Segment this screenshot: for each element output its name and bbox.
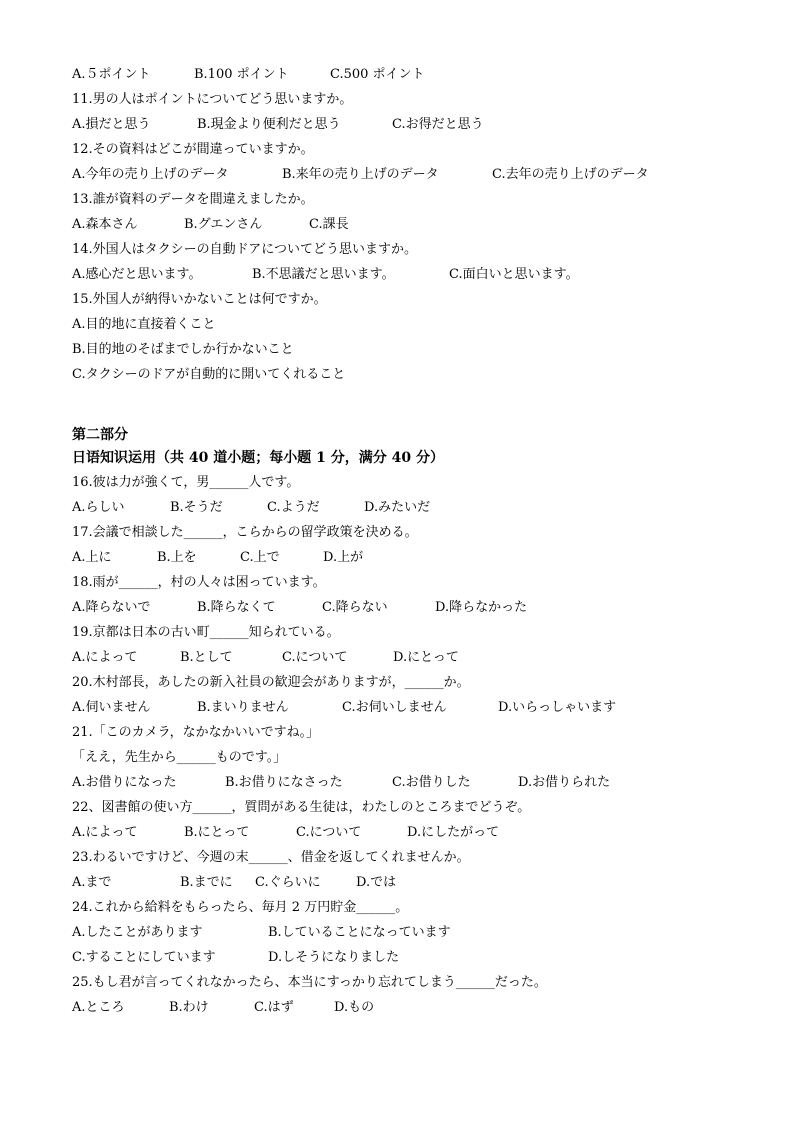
- answer-option: C.課長: [309, 217, 349, 232]
- answer-option: C.面白いと思います。: [449, 267, 579, 282]
- answer-option: D.にしたがって: [407, 825, 500, 840]
- answer-options: [72, 995, 732, 1020]
- answer-option: A.まで: [72, 875, 112, 890]
- answer-option: A.伺いません: [72, 700, 151, 715]
- answer-option: A.によって: [72, 825, 138, 840]
- answer-options: [72, 545, 732, 570]
- grammar-questions: [72, 470, 732, 1020]
- answer-option: B.そうだ: [170, 500, 223, 515]
- answer-option: A.上に: [72, 550, 112, 565]
- answer-option: B.まいりません: [197, 700, 289, 715]
- answer-option: A.５ポイント: [72, 67, 151, 82]
- answer-options: [72, 112, 732, 137]
- answer-options: [72, 770, 732, 795]
- answer-option: B.にとって: [184, 825, 250, 840]
- section-title: 第二部分: [72, 427, 128, 443]
- answer-option: C.500 ポイント: [330, 67, 425, 82]
- answer-options: [72, 920, 732, 945]
- answer-option: D.しそうになりました: [268, 950, 400, 965]
- answer-options: [72, 212, 732, 237]
- question-text: 11.男の人はポイントについてどう思いますか。: [72, 92, 353, 107]
- listening-questions: [72, 62, 732, 387]
- section-subtitle: 日语知识运用（共 40 道小题；每小题 1 分，满分 40 分）: [72, 450, 444, 466]
- answer-option: B.までに: [180, 875, 233, 890]
- answer-option: A.ところ: [72, 1000, 125, 1015]
- answer-options: [72, 945, 732, 970]
- answer-option: B.来年の売り上げのデータ: [282, 167, 439, 182]
- answer-option: A.したことがあります: [72, 925, 203, 940]
- answer-option: D.上が: [323, 550, 364, 565]
- answer-option: A.お借りになった: [72, 775, 177, 790]
- question-text: 23.わるいですけど、今週の末______、借金を返してくれませんか。: [72, 850, 470, 865]
- answer-option: D.降らなかった: [435, 600, 528, 615]
- answer-option: A.今年の売り上げのデータ: [72, 167, 229, 182]
- answer-options: [72, 870, 732, 895]
- question-text: 19.京都は日本の古い町______知られている。: [72, 625, 340, 640]
- question-text: 12.その資料はどこが間違っていますか。: [72, 142, 314, 157]
- answer-options: [72, 820, 732, 845]
- question-text: 13.誰が資料のデータを間違えましたか。: [72, 192, 314, 207]
- answer-option: B.わけ: [169, 1000, 209, 1015]
- answer-options: [72, 695, 732, 720]
- question-text: 20.木村部長，あしたの新入社員の歓迎会がありますが，______か。: [72, 675, 470, 690]
- answer-option: C.お得だと思う: [392, 117, 484, 132]
- section-gap: [72, 387, 732, 412]
- answer-option: C.お伺いしません: [342, 700, 447, 715]
- question-text: 「ええ，先生から______ものです。」: [72, 750, 287, 765]
- answer-option: C.はず: [254, 1000, 294, 1015]
- answer-option: C.上で: [240, 550, 280, 565]
- answer-option: A.らしい: [72, 500, 125, 515]
- answer-option: A.によって: [72, 650, 138, 665]
- question-text: 25.もし君が言ってくれなかったら、本当にすっかり忘れてしまう______だった。: [72, 975, 547, 990]
- answer-option: D.いらっしゃいます: [498, 700, 617, 715]
- answer-option: B.降らなくて: [197, 600, 276, 615]
- answer-options: [72, 645, 732, 670]
- answer-option: A.感心だと思います。: [72, 267, 202, 282]
- answer-option: D.では: [356, 875, 397, 890]
- answer-option: C.ようだ: [267, 500, 320, 515]
- answer-option: C.お借りした: [392, 775, 471, 790]
- answer-option: B.お借りになさった: [225, 775, 343, 790]
- question-text: 15.外国人が納得いかないことは何ですか。: [72, 292, 327, 307]
- answer-option: D.お借りられた: [518, 775, 611, 790]
- answer-option: C.ぐらいに: [255, 875, 321, 890]
- answer-option: D.もの: [334, 1000, 375, 1015]
- answer-options: [72, 162, 732, 187]
- answer-options: [72, 262, 732, 287]
- answer-option: B.グエンさん: [184, 217, 263, 232]
- question-text: 14.外国人はタクシーの自動ドアについてどう思いますか。: [72, 242, 418, 257]
- answer-option: B.として: [180, 650, 233, 665]
- question-text: A.目的地に直接着くこと: [72, 317, 216, 332]
- answer-option: B.していることになっています: [268, 925, 451, 940]
- answer-option: C.降らない: [322, 600, 388, 615]
- answer-option: C.について: [296, 825, 362, 840]
- question-text: 16.彼は力が強くて，男______人です。: [72, 475, 300, 490]
- question-text: 22、図書館の使い方______，質問がある生徒は，わたしのところまでどうぞ。: [72, 800, 531, 815]
- answer-option: D.にとって: [393, 650, 459, 665]
- exam-page: [72, 62, 732, 1020]
- answer-option: C.について: [282, 650, 348, 665]
- question-text: 21.「このカメラ，なかなかいいですね。」: [72, 725, 320, 740]
- question-text: B.目的地のそばまでしか行かないこと: [72, 342, 294, 357]
- answer-option: A.損だと思う: [72, 117, 151, 132]
- answer-option: C.去年の売り上げのデータ: [492, 167, 649, 182]
- answer-option: C.することにしています: [72, 950, 216, 965]
- question-text: 17.会議で相談した______，こらからの留学政策を決める。: [72, 525, 418, 540]
- answer-option: B.100 ポイント: [194, 67, 289, 82]
- question-text: C.タクシーのドアが自動的に開いてくれること: [72, 367, 346, 382]
- answer-options: [72, 62, 732, 87]
- answer-options: [72, 595, 732, 620]
- question-text: 18.雨が______，村の人々は困っています。: [72, 575, 326, 590]
- answer-option: A.森本さん: [72, 217, 138, 232]
- answer-option: B.上を: [157, 550, 197, 565]
- answer-option: B.現金より便利だと思う: [197, 117, 341, 132]
- answer-option: B.不思議だと思います。: [252, 267, 395, 282]
- answer-option: D.みたいだ: [364, 500, 431, 515]
- answer-option: A.降らないで: [72, 600, 151, 615]
- question-text: 24.これから給料をもらったら、毎月 2 万円貯金______。: [72, 900, 409, 915]
- answer-options: [72, 495, 732, 520]
